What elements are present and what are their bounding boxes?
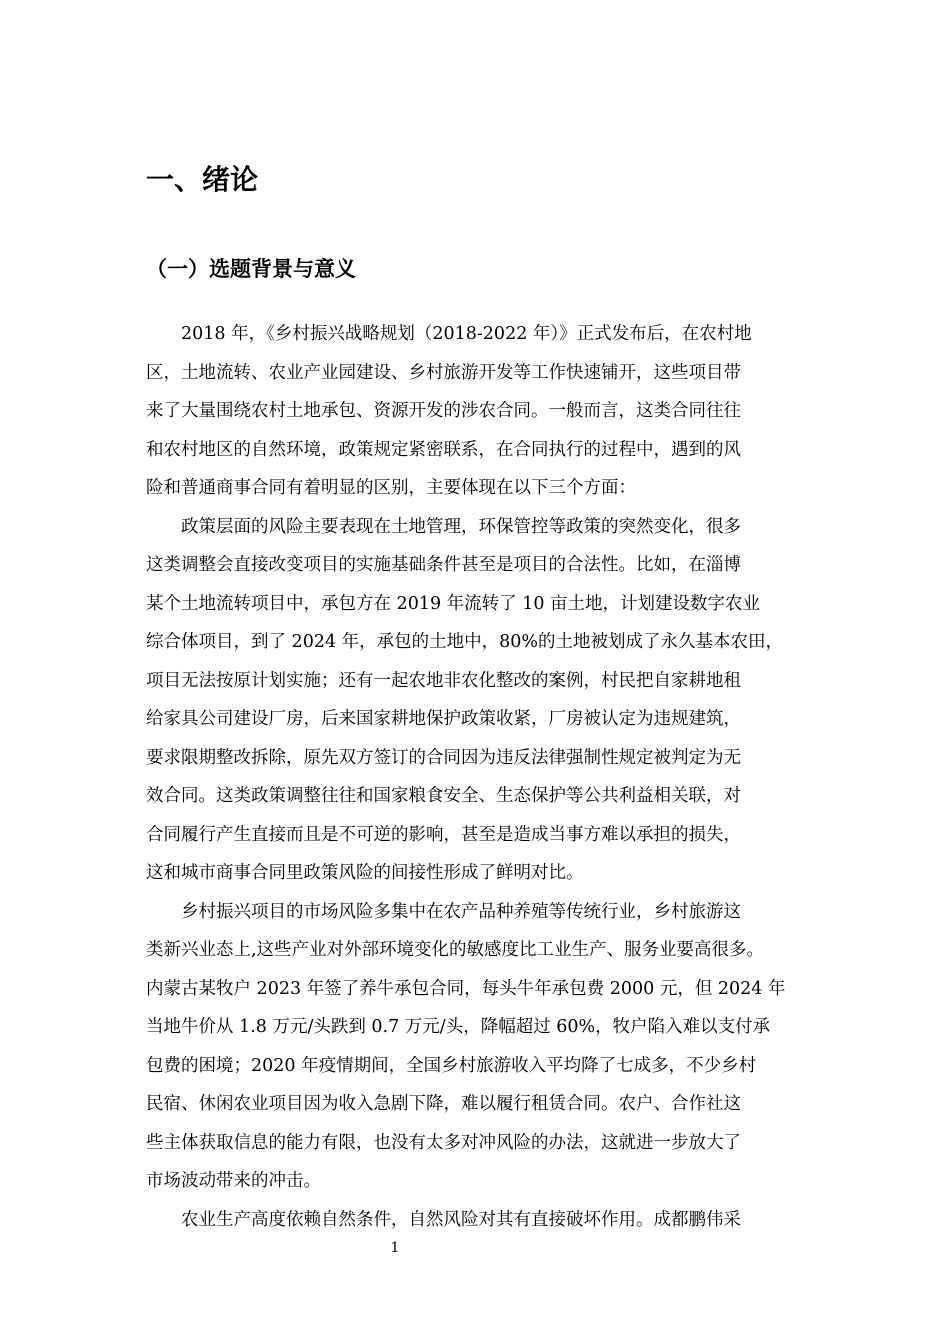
page-number: 1: [390, 1240, 400, 1256]
paragraph-line: 市场波动带来的冲击。: [146, 1171, 321, 1191]
body-text: [146, 315, 806, 1239]
paragraph-line: 2018 年，《乡村振兴战略规划（2018-2022 年）》正式发布后，在农村地: [181, 324, 752, 344]
paragraph-line: 合同履行产生直接而且是不可逆的影响，甚至是造成当事方难以承担的损失，: [146, 824, 741, 845]
paragraph-line: 区，土地流转、农业产业园建设、乡村旅游开发等工作快速铺开，这些项目带: [146, 362, 741, 383]
paragraph-line: 和农村地区的自然环境，政策规定紧密联系，在合同执行的过程中，遇到的风: [146, 439, 741, 460]
paragraph-4: [146, 1201, 806, 1240]
paragraph-2: [146, 508, 806, 893]
paragraph-line: 综合体项目，到了 2024 年，承包的土地中，80%的土地被划成了永久基本农田，: [146, 632, 784, 652]
paragraph-line: 来了大量围绕农村土地承包、资源开发的涉农合同。一般而言，这类合同往往: [146, 401, 741, 421]
paragraph-line: 乡村振兴项目的市场风险多集中在农产品种养殖等传统行业，乡村旅游这: [181, 901, 741, 922]
paragraph-line: 要求限期整改拆除，原先双方签订的合同因为违反法律强制性规定被判定为无: [146, 747, 741, 768]
paragraph-line: 包费的困境；2020 年疫情期间，全国乡村旅游收入平均降了七成多，不少乡村: [146, 1055, 757, 1076]
paragraph-line: 内蒙古某牧户 2023 年签了养牛承包合同，每头牛年承包费 2000 元，但 2024 年: [146, 978, 786, 999]
paragraph-line: 这类调整会直接改变项目的实施基础条件甚至是项目的合法性。比如，在淄博: [146, 555, 741, 575]
paragraph-line: 当地牛价从 1.8 万元/头跌到 0.7 万元/头，降幅超过 60%，牧户陷入难以支付承: [146, 1017, 771, 1037]
paragraph-line: 给家具公司建设厂房，后来国家耕地保护政策收紧，厂房被认定为违规建筑，: [146, 709, 741, 729]
paragraph-line: 项目无法按原计划实施；还有一起农地非农化整改的案例，村民把自家耕地租: [146, 670, 741, 691]
paragraph-line: 农业生产高度依赖自然条件，自然风险对其有直接破坏作用。成都鹏伟采: [181, 1209, 741, 1230]
paragraph-line: 政策层面的风险主要表现在土地管理，环保管控等政策的突然变化，很多: [181, 516, 741, 537]
paragraph-line: 效合同。这类政策调整往往和国家粮食安全、生态保护等公共利益相关联，对: [146, 786, 741, 806]
chapter-heading: 一、绪论: [146, 163, 259, 196]
paragraph-1: [146, 315, 806, 508]
paragraph-line: 某个土地流转项目中，承包方在 2019 年流转了 10 亩土地，计划建设数字农业: [146, 593, 761, 614]
paragraph-line: 民宿、休闲农业项目因为收入急剧下降，难以履行租赁合同。农户、合作社这: [146, 1094, 741, 1114]
paragraph-line: 类新兴业态上,这些产业对外部环境变化的敏感度比工业生产、服务业要高很多。: [146, 940, 765, 960]
paragraph-line: 些主体获取信息的能力有限，也没有太多对冲风险的办法，这就进一步放大了: [146, 1132, 741, 1153]
paragraph-3: [146, 893, 806, 1201]
paragraph-line: 这和城市商事合同里政策风险的间接性形成了鲜明对比。: [146, 863, 584, 883]
paragraph-line: 险和普通商事合同有着明显的区别，主要体现在以下三个方面：: [146, 478, 636, 498]
section-heading: （一）选题背景与意义: [146, 257, 356, 281]
